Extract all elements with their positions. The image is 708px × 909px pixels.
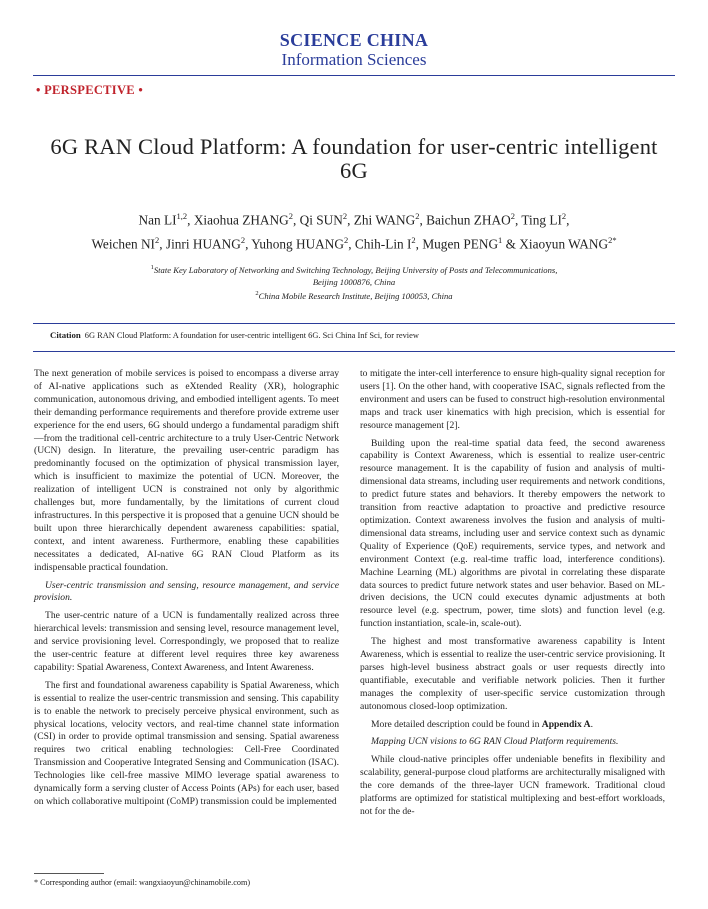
author-separator: , <box>187 212 194 228</box>
author-separator: , <box>292 212 300 228</box>
body-column-left <box>34 368 339 814</box>
paragraph: The next generation of mobile services is poised to encompass a diverse array of AI-native applications such as eXtended Reality (XR), holographic communication, autonomous driving, and embodied intelligent agents. To meet their demanding performance requirements and therefore provide extreme user experience for the end users, 6G should undergo a fundamental paradigm shift—from the traditional cell-centric architecture to a truly User-Centric Network (UCN) design. In literature, the prevailing user-centric paradigm has predominantly focused on the optimization of physical transmission layer, which is insufficient to maximize the potential of UCN. Moreover, the realization of intelligent UCN is constrained not only by algorithmic challenges but, more fundamentally, by the limitations of current cloud infrastructures. In this perspective it is proposed that a genuine UCN should be built upon three hierarchically dependent awareness capabilities: spatial, context, and intent awareness. Furthermore, enabling these capabilities necessitates a dedicated, AI-native 6G RAN Cloud Platform as its indispensable practical foundation. <box>34 368 339 573</box>
citation-text: 6G RAN Cloud Platform: A foundation for user-centric intelligent 6G. Sci China Inf Sci, for review <box>84 331 419 340</box>
author-name: Xiaoyun WANG <box>519 236 609 252</box>
header-rule <box>33 75 675 76</box>
journal-header <box>0 30 708 70</box>
author-name: Weichen NI <box>91 236 155 252</box>
author-separator: & <box>502 236 520 252</box>
author-list <box>20 206 688 255</box>
author-name: Mugen PENG <box>422 236 499 252</box>
affiliation-1-text: State Key Laboratory of Networking and Switching Technology, Beijing University of Posts and Telecommunications, <box>153 264 558 275</box>
author-name: Baichun ZHAO <box>426 212 511 228</box>
author-separator: , <box>347 212 354 228</box>
paper-title: 6G RAN Cloud Platform: A foundation for user-centric intelligent 6G <box>50 134 658 183</box>
author-name: Yuhong HUANG <box>251 236 344 252</box>
author-separator: , <box>514 212 522 228</box>
author-separator: , <box>419 212 427 228</box>
author-affiliation-marker: 2 <box>240 235 246 246</box>
citation-rule-bottom <box>33 351 675 352</box>
citation-label: Citation <box>50 330 81 340</box>
author-affiliation-marker: 1 <box>498 235 503 246</box>
article-type-label: • PERSPECTIVE • <box>36 83 144 97</box>
journal-subtitle: Information Sciences <box>281 50 427 69</box>
author-separator: , <box>348 236 355 252</box>
author-affiliation-marker: 2 <box>561 211 567 221</box>
journal-name: SCIENCE CHINA <box>279 30 429 50</box>
affiliation-1-marker: 1 <box>150 264 154 271</box>
appendix-link[interactable]: Appendix A <box>541 718 591 730</box>
author-affiliation-marker: 2 <box>342 211 348 221</box>
author-separator: , <box>566 212 570 228</box>
affiliation-1-line1 <box>40 262 668 276</box>
section-heading: User-centric transmission and sensing, resource management, and service provision. <box>34 579 339 604</box>
author-affiliation-marker: 2 <box>288 211 293 221</box>
footnote: * Corresponding author (email: wangxiaoyun@chinamobile.com) <box>34 878 251 887</box>
affiliation-1-line2: Beijing 1000876, China <box>312 276 396 287</box>
affiliation-2-text: China Mobile Research Institute, Beijing 100053, China <box>258 290 453 301</box>
affiliation-2-marker: 2 <box>255 289 259 297</box>
affiliation-2 <box>40 288 668 302</box>
author-name: Nan LI <box>138 212 177 228</box>
affiliations <box>40 262 668 302</box>
author-affiliation-marker: 2 <box>415 211 420 221</box>
author-separator: , <box>159 236 166 252</box>
citation-rule-top <box>33 323 675 324</box>
body-column-right <box>360 368 665 824</box>
author-name: Xiaohua ZHANG <box>193 212 289 228</box>
author-affiliation-marker: 2 <box>510 211 515 221</box>
paragraph: Building upon the real-time spatial data feed, the second awareness capability is Context Awareness, which is essential to realize user-centric resource management. It is the capability of fusion and analysis of multi-dimensional data streams, including user requirements and network conditions, to predict future states and behaviors. It thereby empowers the network to transition from reactive adaptation to proactive and predictive resource optimization. Context awareness involves the fusion and analysis of multi-dimensional data streams, including user and service context such as dynamic Quality of Experience (QoE) requirements, service types, and network and environment Context (e.g. real-time traffic load, interference conditions). Machine Learning (ML) algorithms are pivotal in correlating these disparate data sources to predict future network states and user behavior. Based on ML-driven decisions, the UCN could executes dynamic adjustments at both resource level (e.g. spectrum, power, time slots) and function level (e.g. function instantiation, scale-in, scale-out). <box>360 437 665 630</box>
paragraph-text: More detailed description could be found in <box>371 718 542 730</box>
author-name: Zhi WANG <box>353 212 416 228</box>
paragraph: The first and foundational awareness capability is Spatial Awareness, which is essential to realize the user-centric transmission and sensing. This capability is to enable the network to precisely perceive physical environment, such as physical locations, velocity vectors, and real-time channel state information (CSI) in order to provide optimal transmission and sensing. Spatial awareness requires two critical enabling technologies: Cell-Free Coordinated Transmission and Cooperative Integrated Sensing and Communication (ISAC). Technologies like cell-free massive MIMO leverage spatial awareness to dynamically form a serving cluster of Access Points (APs) for each user, based on which collaborative multipoint (CoMP) transmission could be implemented <box>34 679 339 807</box>
author-affiliation-marker: 2 <box>411 235 416 246</box>
paragraph: The highest and most transformative awareness capability is Intent Awareness, which is essential to realize the user-centric service provisioning. It parses high-level business abstract goals or user requests directly into quantifiable, executable and verifiable network policies. Then it further manages the complexity of user-specific service customization through autonomous closed-loop optimization. <box>360 636 665 712</box>
paragraph-text: . <box>590 718 593 730</box>
paragraph <box>360 719 665 732</box>
author-separator: , <box>245 236 252 252</box>
author-affiliation-marker: 1,2 <box>176 211 188 221</box>
paragraph: While cloud-native principles offer undeniable benefits in flexibility and scalability, general-purpose cloud platforms are architecturally misaligned with the core demands of the three-layer UCN framework. Traditional cloud platforms are optimized for statistical multiplexing and best-effort workloads, not for the de- <box>360 754 665 817</box>
footnote-rule <box>34 873 104 874</box>
citation-box <box>50 330 670 340</box>
author-name: Qi SUN <box>299 212 343 228</box>
section-heading: Mapping UCN visions to 6G RAN Cloud Platform requirements. <box>371 736 619 748</box>
paragraph: The user-centric nature of a UCN is fundamentally realized across three hierarchical levels: transmission and sensing level, resource management level, and service provisioning level. Correspondingly, we proposed that to realize the user-centric feature at different level requires three key awareness capability: Spatial Awareness, Context Awareness, and Intent Awareness. <box>34 610 339 673</box>
author-name: Jinri HUANG <box>165 236 241 252</box>
author-name: Ting LI <box>521 212 562 228</box>
author-name: Chih-Lin I <box>354 236 412 252</box>
author-affiliation-marker: 2* <box>608 235 617 246</box>
author-affiliation-marker: 2 <box>154 235 160 246</box>
author-separator: , <box>415 236 423 252</box>
paragraph: to mitigate the inter-cell interference to ensure high-quality signal reception for users [1]. On the other hand, with cooperative ISAC, signals reflected from the environment and users can be fused to construct high-resolution environmental maps and track user kinematics with high precision, which is essential for resource management [2]. <box>360 368 665 431</box>
author-affiliation-marker: 2 <box>344 235 349 246</box>
